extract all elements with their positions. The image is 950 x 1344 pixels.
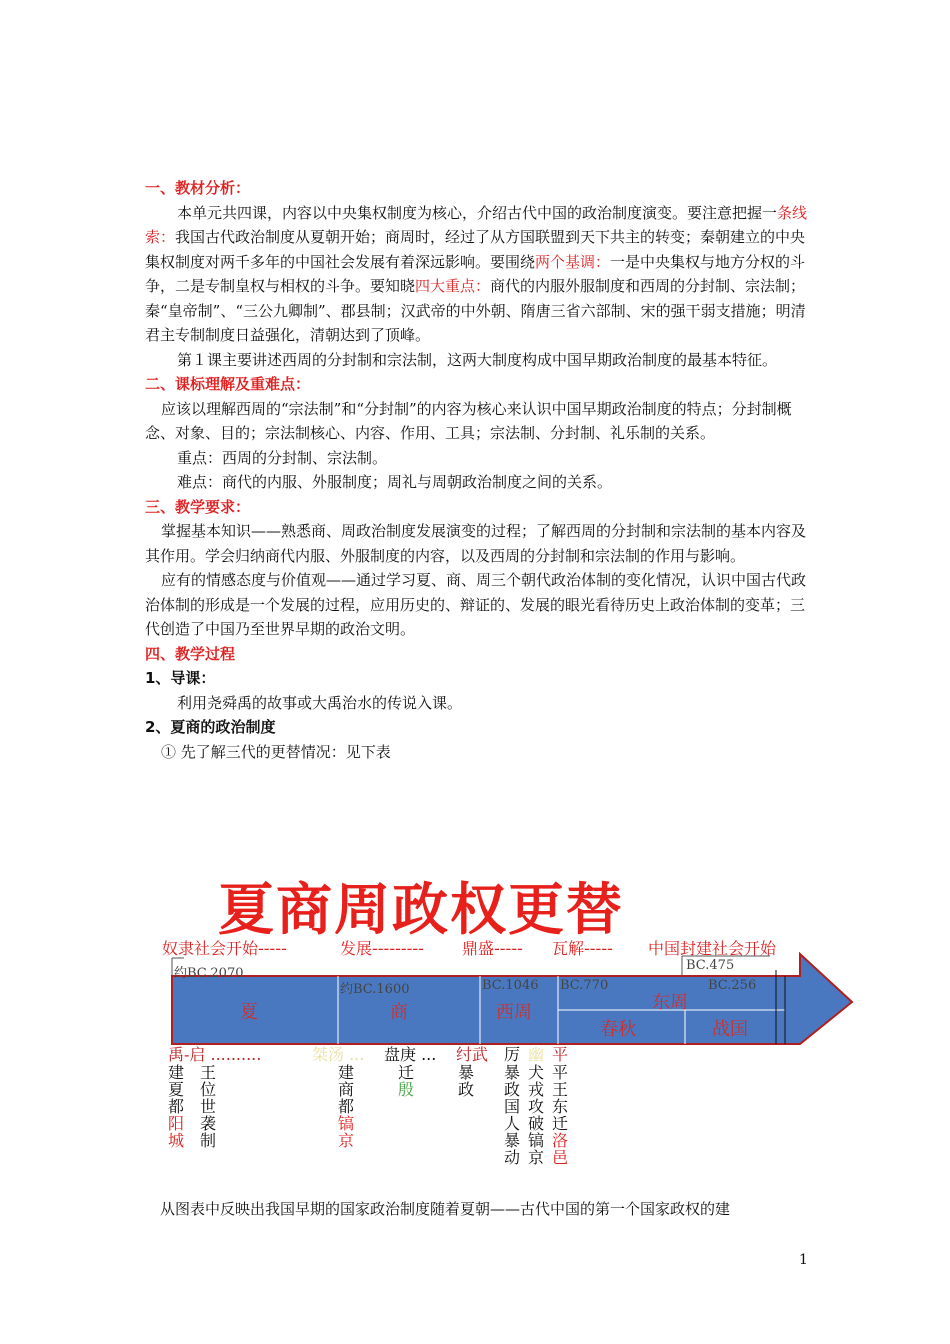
subsection-2-text: ① 先了解三代的更替情况：见下表 [161, 742, 391, 761]
column-highlight: 洛邑 [552, 1131, 569, 1167]
event-label: 桀汤 ... [312, 1045, 365, 1064]
event-label: 平 [552, 1045, 569, 1064]
stage-label: 鼎盛----- [462, 939, 523, 958]
highlight-text: 条线索： [145, 203, 808, 246]
closing-paragraph: 从图表中反映出我国早期的国家政治制度随着夏朝——古代中国的第一个国家政权的建 [160, 1200, 731, 1218]
text-run: 我国古代政治制度从夏朝开始；商周时，经过了从方国联盟到天下共主的转变；秦朝建立的中央集权制度对两千多年的中国社会发展有着深远影响。要围绕 [145, 228, 806, 271]
event-column [200, 1064, 216, 1149]
highlight-text: 四大重点： [415, 277, 491, 295]
stage-label: 发展--------- [340, 939, 424, 958]
date-label: BC.1046 [482, 978, 539, 993]
section-1-heading: 一、教材分析： [145, 179, 251, 197]
date-label: BC.256 [708, 978, 757, 993]
event-label: 纣武 [456, 1045, 489, 1064]
column-highlight: 殷 [398, 1080, 415, 1099]
document-body [145, 176, 810, 764]
column-text: 暴政国人暴动 [504, 1063, 521, 1167]
text-run: 商代的内服外服制度和西周的分封制、宗法制；秦“皇帝制”、“三公九卿制”、郡县制；汉武帝的中外朝、隋唐三省六部制、宋的强干弱支措施；明清君主专制制度日益强化，清朝达到了顶峰。 [145, 277, 806, 344]
column-text: 暴政 [458, 1063, 475, 1099]
column-text: 犬戎攻破镐京 [528, 1063, 545, 1167]
section-2-paragraph: 应该以理解西周的“宗法制”和“分封制”的内容为核心来认识中国早期政治制度的特点；分封制概念、对象、目的；宗法制核心、内容、作用、工具；宗法制、分封制、礼乐制的关系。 [145, 399, 792, 442]
column-text: 迁 [398, 1063, 415, 1082]
event-column [528, 1064, 544, 1166]
event-label: 盘庚 ... [384, 1045, 437, 1064]
event-column [168, 1064, 184, 1149]
key-point: 重点：西周的分封制、宗法制。 [177, 448, 388, 467]
section-3-paragraph-1: 掌握基本知识——熟悉商、周政治制度发展演变的过程；了解西周的分封制和宗法制的基本内容及其作用。学会归纳商代内服、外服制度的内容，以及西周的分封制和宗法制的作用与影响。 [145, 522, 807, 565]
figure-title: 夏商周政权更替 [218, 878, 624, 943]
column-text: 平王东迁 [552, 1063, 569, 1133]
text-run: 本单元共四课，内容以中央集权制度为核心，介绍古代中国的政治制度演变。要注意把握一 [177, 203, 778, 222]
event-column [338, 1064, 354, 1149]
subsection-2-heading: 2、夏商的政治制度 [145, 718, 276, 736]
section-4-heading: 四、教学过程 [145, 644, 236, 663]
section-2-heading: 二、课标理解及重难点： [145, 375, 311, 393]
dynasty-xia: 夏 [240, 1002, 258, 1023]
event-label: 幽 [528, 1045, 545, 1064]
subsection-1-text: 利用尧舜禹的故事或大禹治水的传说入课。 [177, 693, 463, 712]
period-spring-autumn: 春秋 [600, 1019, 636, 1040]
date-label: BC.475 [686, 958, 735, 973]
section-1-paragraph-1 [145, 201, 810, 348]
highlight-text: 两个基调： [535, 252, 611, 271]
period-warring-states: 战国 [712, 1019, 748, 1040]
column-highlight: 阳城 [168, 1114, 185, 1150]
date-label: BC.770 [560, 978, 609, 993]
dynasty-western-zhou: 西周 [496, 1002, 532, 1023]
date-label: 约BC.2070 [174, 966, 244, 981]
section-1-paragraph-2: 第１课主要讲述西周的分封制和宗法制，这两大制度构成中国早期政治制度的最基本特征。 [177, 350, 778, 369]
text-run: 一是中央集权与地方分权的斗争，二是专制皇权与相权的斗争。要知晓 [145, 252, 806, 295]
column-text: 建夏都 [168, 1063, 185, 1116]
event-column [398, 1064, 414, 1098]
stage-label: 瓦解----- [552, 939, 613, 958]
dynasty-shang: 商 [390, 1002, 408, 1023]
event-label: 厉 [504, 1045, 521, 1064]
event-column [552, 1064, 568, 1166]
date-label: 约BC.1600 [340, 982, 410, 997]
column-text: 建商都 [338, 1063, 355, 1116]
difficult-point: 难点：商代的内服、外服制度；周礼与周朝政治制度之间的关系。 [177, 473, 613, 491]
dynasty-eastern-zhou: 东周 [652, 992, 688, 1013]
event-label: 禹-启 .......... [168, 1045, 262, 1064]
page-number: 1 [799, 1252, 808, 1268]
event-column [458, 1064, 474, 1098]
event-column [504, 1064, 520, 1166]
section-3-heading: 三、教学要求： [145, 497, 251, 516]
dynasty-timeline-figure [160, 860, 860, 1170]
column-highlight: 镐京 [338, 1114, 355, 1150]
column-text: 王位世袭制 [200, 1063, 217, 1150]
subsection-1-heading: 1、导课： [145, 669, 216, 687]
stage-label: 中国封建社会开始 [648, 939, 777, 958]
section-3-paragraph-2: 应有的情感态度与价值观——通过学习夏、商、周三个朝代政治体制的变化情况，认识中国古代政治体制的形成是一个发展的过程，应用历史的、辩证的、发展的眼光看待历史上政治体制的变革；三代创造了中国乃至世界早期的政治文明。 [145, 571, 807, 638]
stage-label: 奴隶社会开始----- [162, 939, 287, 958]
